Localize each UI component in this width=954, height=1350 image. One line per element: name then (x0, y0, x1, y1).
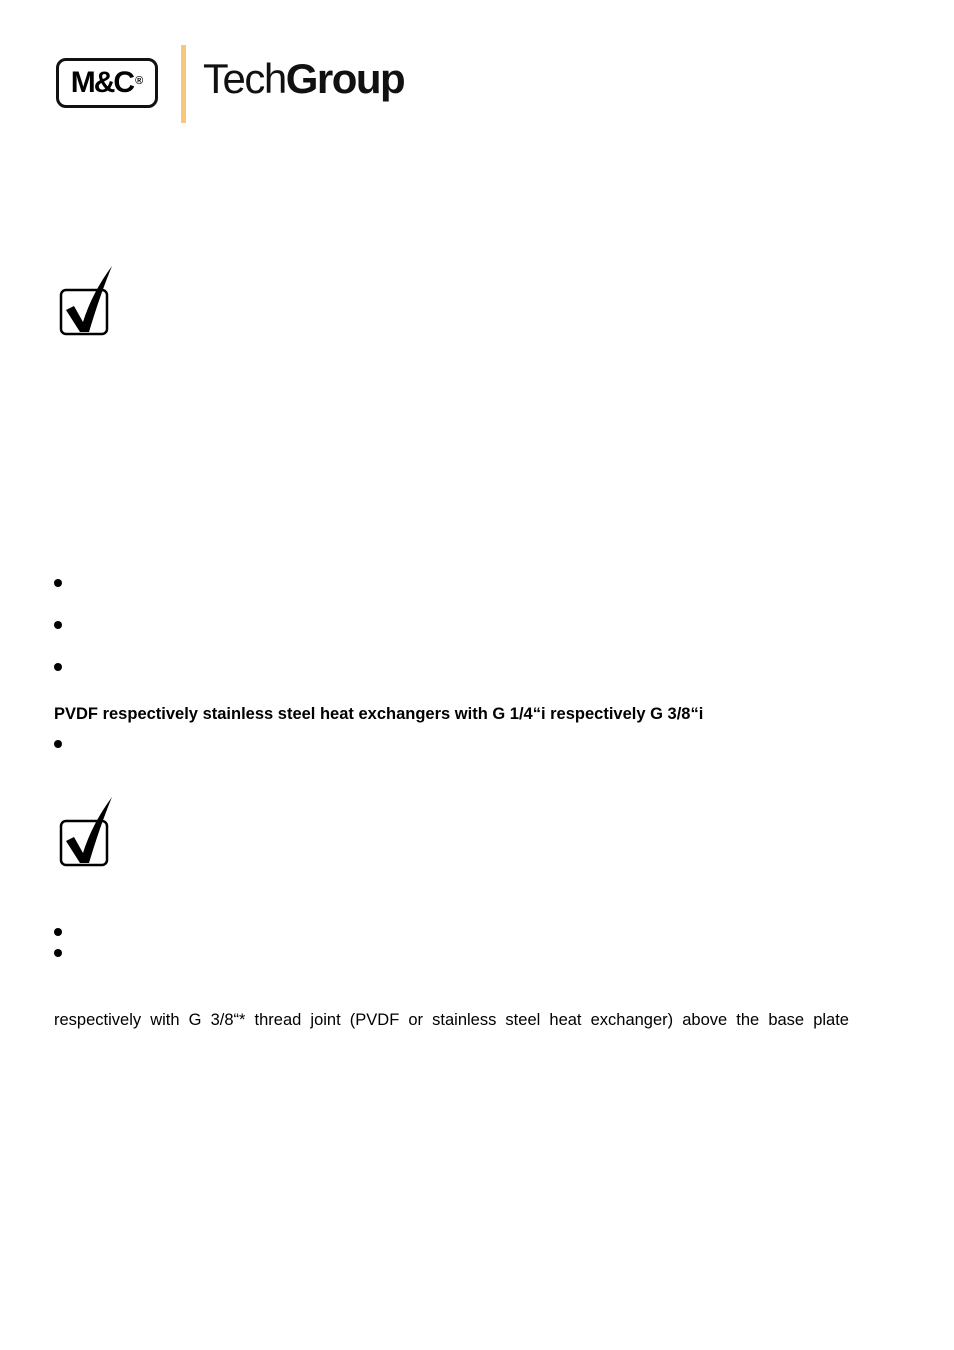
list-item-bullet (54, 579, 62, 587)
list-item-bullet (54, 663, 62, 671)
list-item-bullet (54, 621, 62, 629)
logo-mc: M&C ® (56, 58, 158, 108)
body-paragraph: respectively with G 3/8“* thread joint (PVDF or stainless steel heat exchanger) above the base plate (54, 1011, 849, 1029)
list-item-bullet (54, 740, 62, 748)
list-item-bullet (54, 928, 62, 936)
section-heading: PVDF respectively stainless steel heat exchangers with G 1/4“i respectively G 3/8“i (54, 705, 704, 723)
list-item-bullet (54, 949, 62, 957)
checkbox-check-icon (58, 265, 118, 337)
checkbox-check-icon (58, 796, 118, 868)
logo-techgroup: TechGroup (203, 55, 405, 102)
logo-divider (181, 45, 186, 123)
